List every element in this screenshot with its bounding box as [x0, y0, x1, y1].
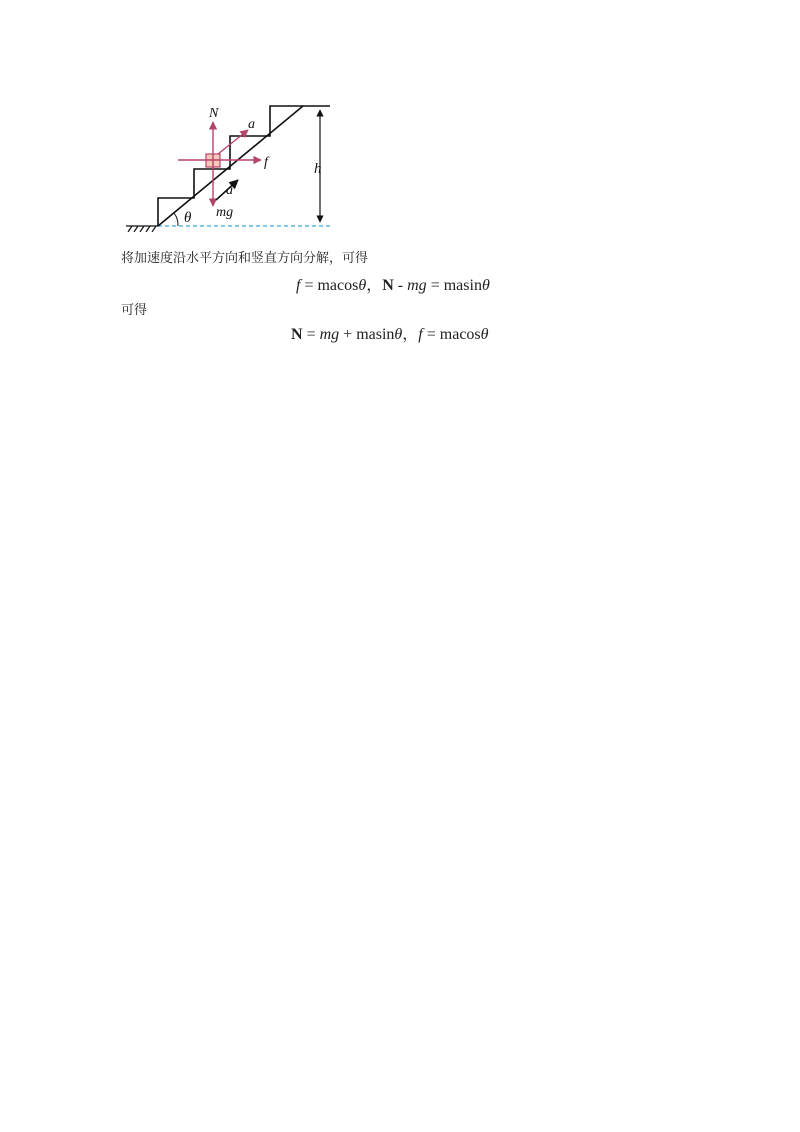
eq2-theta: θ	[394, 326, 403, 343]
normal-force-label: N	[209, 106, 219, 121]
angle-label: θ	[184, 210, 192, 226]
acceleration-label-lower: a	[226, 183, 233, 198]
eq2-mg: mg	[319, 326, 340, 343]
eq1-rhs: macos	[317, 277, 359, 294]
height-label: h	[314, 161, 322, 177]
eq1-rhs-2: masin	[443, 277, 482, 294]
angle-arc	[174, 213, 178, 226]
staircase-force-diagram	[118, 96, 338, 232]
text-line-decompose: 将加速度沿水平方向和竖直方向分解，可得	[121, 251, 369, 266]
eq1-f: f	[296, 277, 301, 294]
eq2-equals-2: =	[422, 326, 440, 343]
eq2-f: f	[418, 326, 423, 343]
eq2-separator: ，	[402, 326, 419, 343]
eq1-N: N	[382, 277, 394, 294]
weight-label: mg	[216, 205, 234, 220]
text-line-result: 可得	[121, 303, 148, 318]
eq1-minus: -	[393, 277, 408, 294]
staircase-steps	[158, 106, 330, 226]
eq2-rhs-2: macos	[439, 326, 481, 343]
eq1-mg: mg	[407, 277, 427, 294]
equation-1	[296, 272, 490, 295]
eq1-theta-2: θ	[481, 277, 490, 294]
eq1-separator: ，	[366, 277, 383, 294]
equation-2	[291, 321, 489, 344]
eq1-equals: =	[300, 277, 318, 294]
acceleration-arrow-upper	[218, 130, 248, 154]
eq2-theta-2: θ	[480, 326, 489, 343]
eq2-equals: =	[302, 326, 320, 343]
friction-label: f	[264, 155, 268, 170]
eq1-theta: θ	[358, 277, 367, 294]
acceleration-label-upper: a	[248, 117, 255, 132]
eq2-plus: +	[339, 326, 357, 343]
eq2-rhs: masin	[356, 326, 395, 343]
eq1-equals-2: =	[426, 277, 444, 294]
ground-hatching	[126, 226, 158, 232]
eq2-N: N	[291, 326, 303, 343]
